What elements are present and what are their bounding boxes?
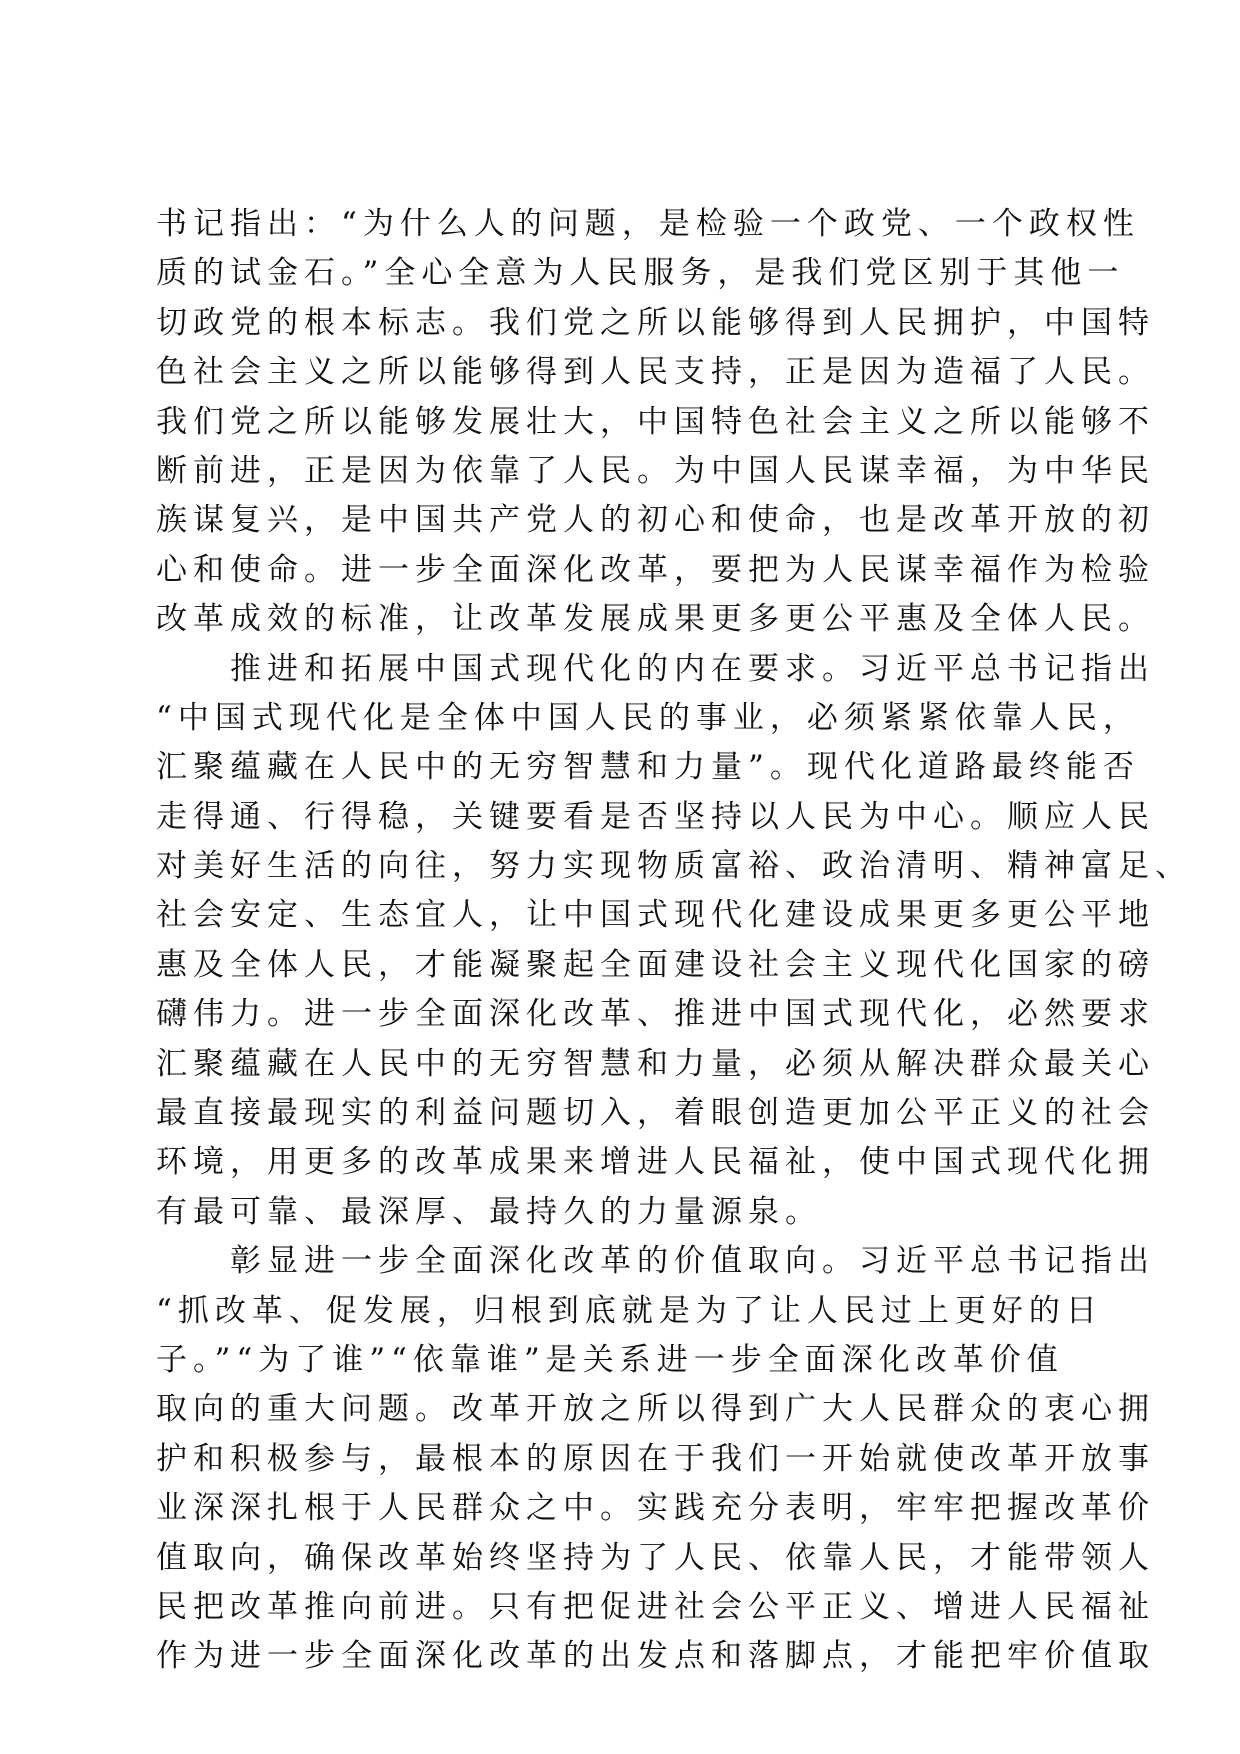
text-line: 最直接最现实的利益问题切入，着眼创造更加公平正义的社会 xyxy=(156,1095,1155,1132)
text-line: 惠及全体人民，才能凝聚起全面建设社会主义现代化国家的磅 xyxy=(156,946,1155,983)
text-line: 值取向，确保改革始终坚持为了人民、依靠人民，才能带领人 xyxy=(156,1539,1155,1576)
text-line: 子。”“为了谁”“依靠谁”是关系进一步全面深化改革价值 xyxy=(156,1341,1064,1378)
text-line: 族谋复兴，是中国共产党人的初心和使命，也是改革开放的初 xyxy=(156,502,1155,539)
text-line: 质的试金石。”全心全意为人民服务，是我们党区别于其他一 xyxy=(156,255,1125,292)
text-line: 汇聚蕴藏在人民中的无穷智慧和力量，必须从解决群众最关心 xyxy=(156,1045,1155,1082)
text-line: 心和使命。进一步全面深化改革，要把为人民谋幸福作为检验 xyxy=(156,551,1155,588)
text-line: “抓改革、促发展，归根到底就是为了让人民过上更好的日 xyxy=(156,1292,1103,1329)
text-line: 色社会主义之所以能够得到人民支持，正是因为造福了人民。 xyxy=(156,354,1155,391)
text-line: 作为进一步全面深化改革的出发点和落脚点，才能把牢价值取 xyxy=(156,1638,1155,1675)
text-line: 业深深扎根于人民群众之中。实践充分表明，牢牢把握改革价 xyxy=(156,1490,1155,1527)
text-line: 切政党的根本标志。我们党之所以能够得到人民拥护，中国特 xyxy=(156,304,1155,341)
text-line: 推进和拓展中国式现代化的内在要求。习近平总书记指出 xyxy=(156,650,1155,687)
text-line: 汇聚蕴藏在人民中的无穷智慧和力量”。现代化道路最终能否 xyxy=(156,749,1140,786)
text-line: 礴伟力。进一步全面深化改革、推进中国式现代化，必然要求 xyxy=(156,996,1155,1033)
text-line: 我们党之所以能够发展壮大，中国特色社会主义之所以能够不 xyxy=(156,403,1155,440)
text-line: 对美好生活的向往，努力实现物质富裕、政治清明、精神富足、 xyxy=(156,848,1192,885)
text-line: 护和积极参与，最根本的原因在于我们一开始就使改革开放事 xyxy=(156,1440,1155,1477)
text-line: 彰显进一步全面深化改革的价值取向。习近平总书记指出 xyxy=(156,1243,1155,1280)
text-line: 走得通、行得稳，关键要看是否坚持以人民为中心。顺应人民 xyxy=(156,798,1155,835)
text-line: 断前进，正是因为依靠了人民。为中国人民谋幸福，为中华民 xyxy=(156,452,1155,489)
text-line: 有最可靠、最深厚、最持久的力量源泉。 xyxy=(156,1193,822,1230)
text-line: 民把改革推向前进。只有把促进社会公平正义、增进人民福祉 xyxy=(156,1588,1155,1625)
text-line: 改革成效的标准，让改革发展成果更多更公平惠及全体人民。 xyxy=(156,601,1155,638)
text-line: 取向的重大问题。改革开放之所以得到广大人民群众的衷心拥 xyxy=(156,1391,1155,1428)
text-line: 环境，用更多的改革成果来增进人民福祉，使中国式现代化拥 xyxy=(156,1144,1155,1181)
text-line: 社会安定、生态宜人，让中国式现代化建设成果更多更公平地 xyxy=(156,897,1155,934)
text-line: 书记指出：“为什么人的问题，是检验一个政党、一个政权性 xyxy=(156,206,1140,242)
body-text xyxy=(156,200,1192,1682)
text-line: “中国式现代化是全体中国人民的事业，必须紧紧依靠人民， xyxy=(156,699,1140,736)
